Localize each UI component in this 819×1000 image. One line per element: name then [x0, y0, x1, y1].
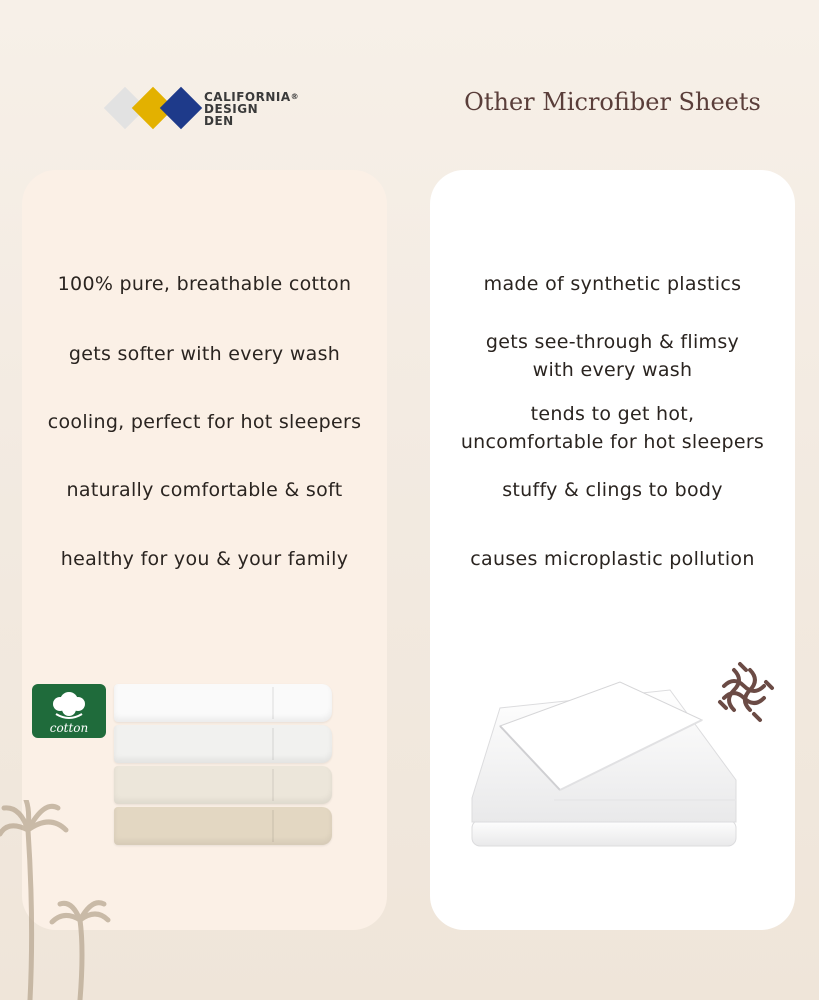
feature-synthetic: made of synthetic plastics: [483, 273, 742, 295]
feature-cooling: cooling, perfect for hot sleepers: [47, 411, 362, 433]
palm-tree-icon: [0, 800, 130, 1000]
feature-softer: gets softer with every wash: [68, 343, 341, 365]
diamond-chevrons-icon: [104, 86, 198, 132]
feature-microplastic: causes microplastic pollution: [470, 548, 755, 570]
brand-logo: [104, 86, 299, 132]
cotton-badge-label: cotton: [49, 721, 89, 735]
brand-name: CALIFORNIA® DESIGN DEN: [204, 90, 300, 128]
feature-stuffy: stuffy & clings to body: [502, 479, 723, 501]
other-sheets-title: Other Microfiber Sheets: [464, 88, 761, 116]
microfiber-sheets-image: [470, 680, 740, 860]
folded-sheet: [114, 725, 332, 763]
microfiber-card: [430, 170, 795, 930]
feature-see-through: gets see-through & flimsy with every wash: [485, 331, 740, 381]
feature-healthy: healthy for you & your family: [60, 548, 349, 570]
folded-sheet: [114, 684, 332, 722]
folded-cotton-sheets: [114, 684, 332, 848]
cotton-badge: [32, 684, 106, 738]
feature-pure-cotton: 100% pure, breathable cotton: [57, 273, 352, 295]
folded-sheet: [114, 807, 332, 845]
cotton-boll-icon: [32, 684, 106, 724]
feature-comfortable: naturally comfortable & soft: [66, 479, 343, 501]
feature-hot: tends to get hot, uncomfortable for hot sleepers: [460, 403, 765, 453]
folded-sheet: [114, 766, 332, 804]
